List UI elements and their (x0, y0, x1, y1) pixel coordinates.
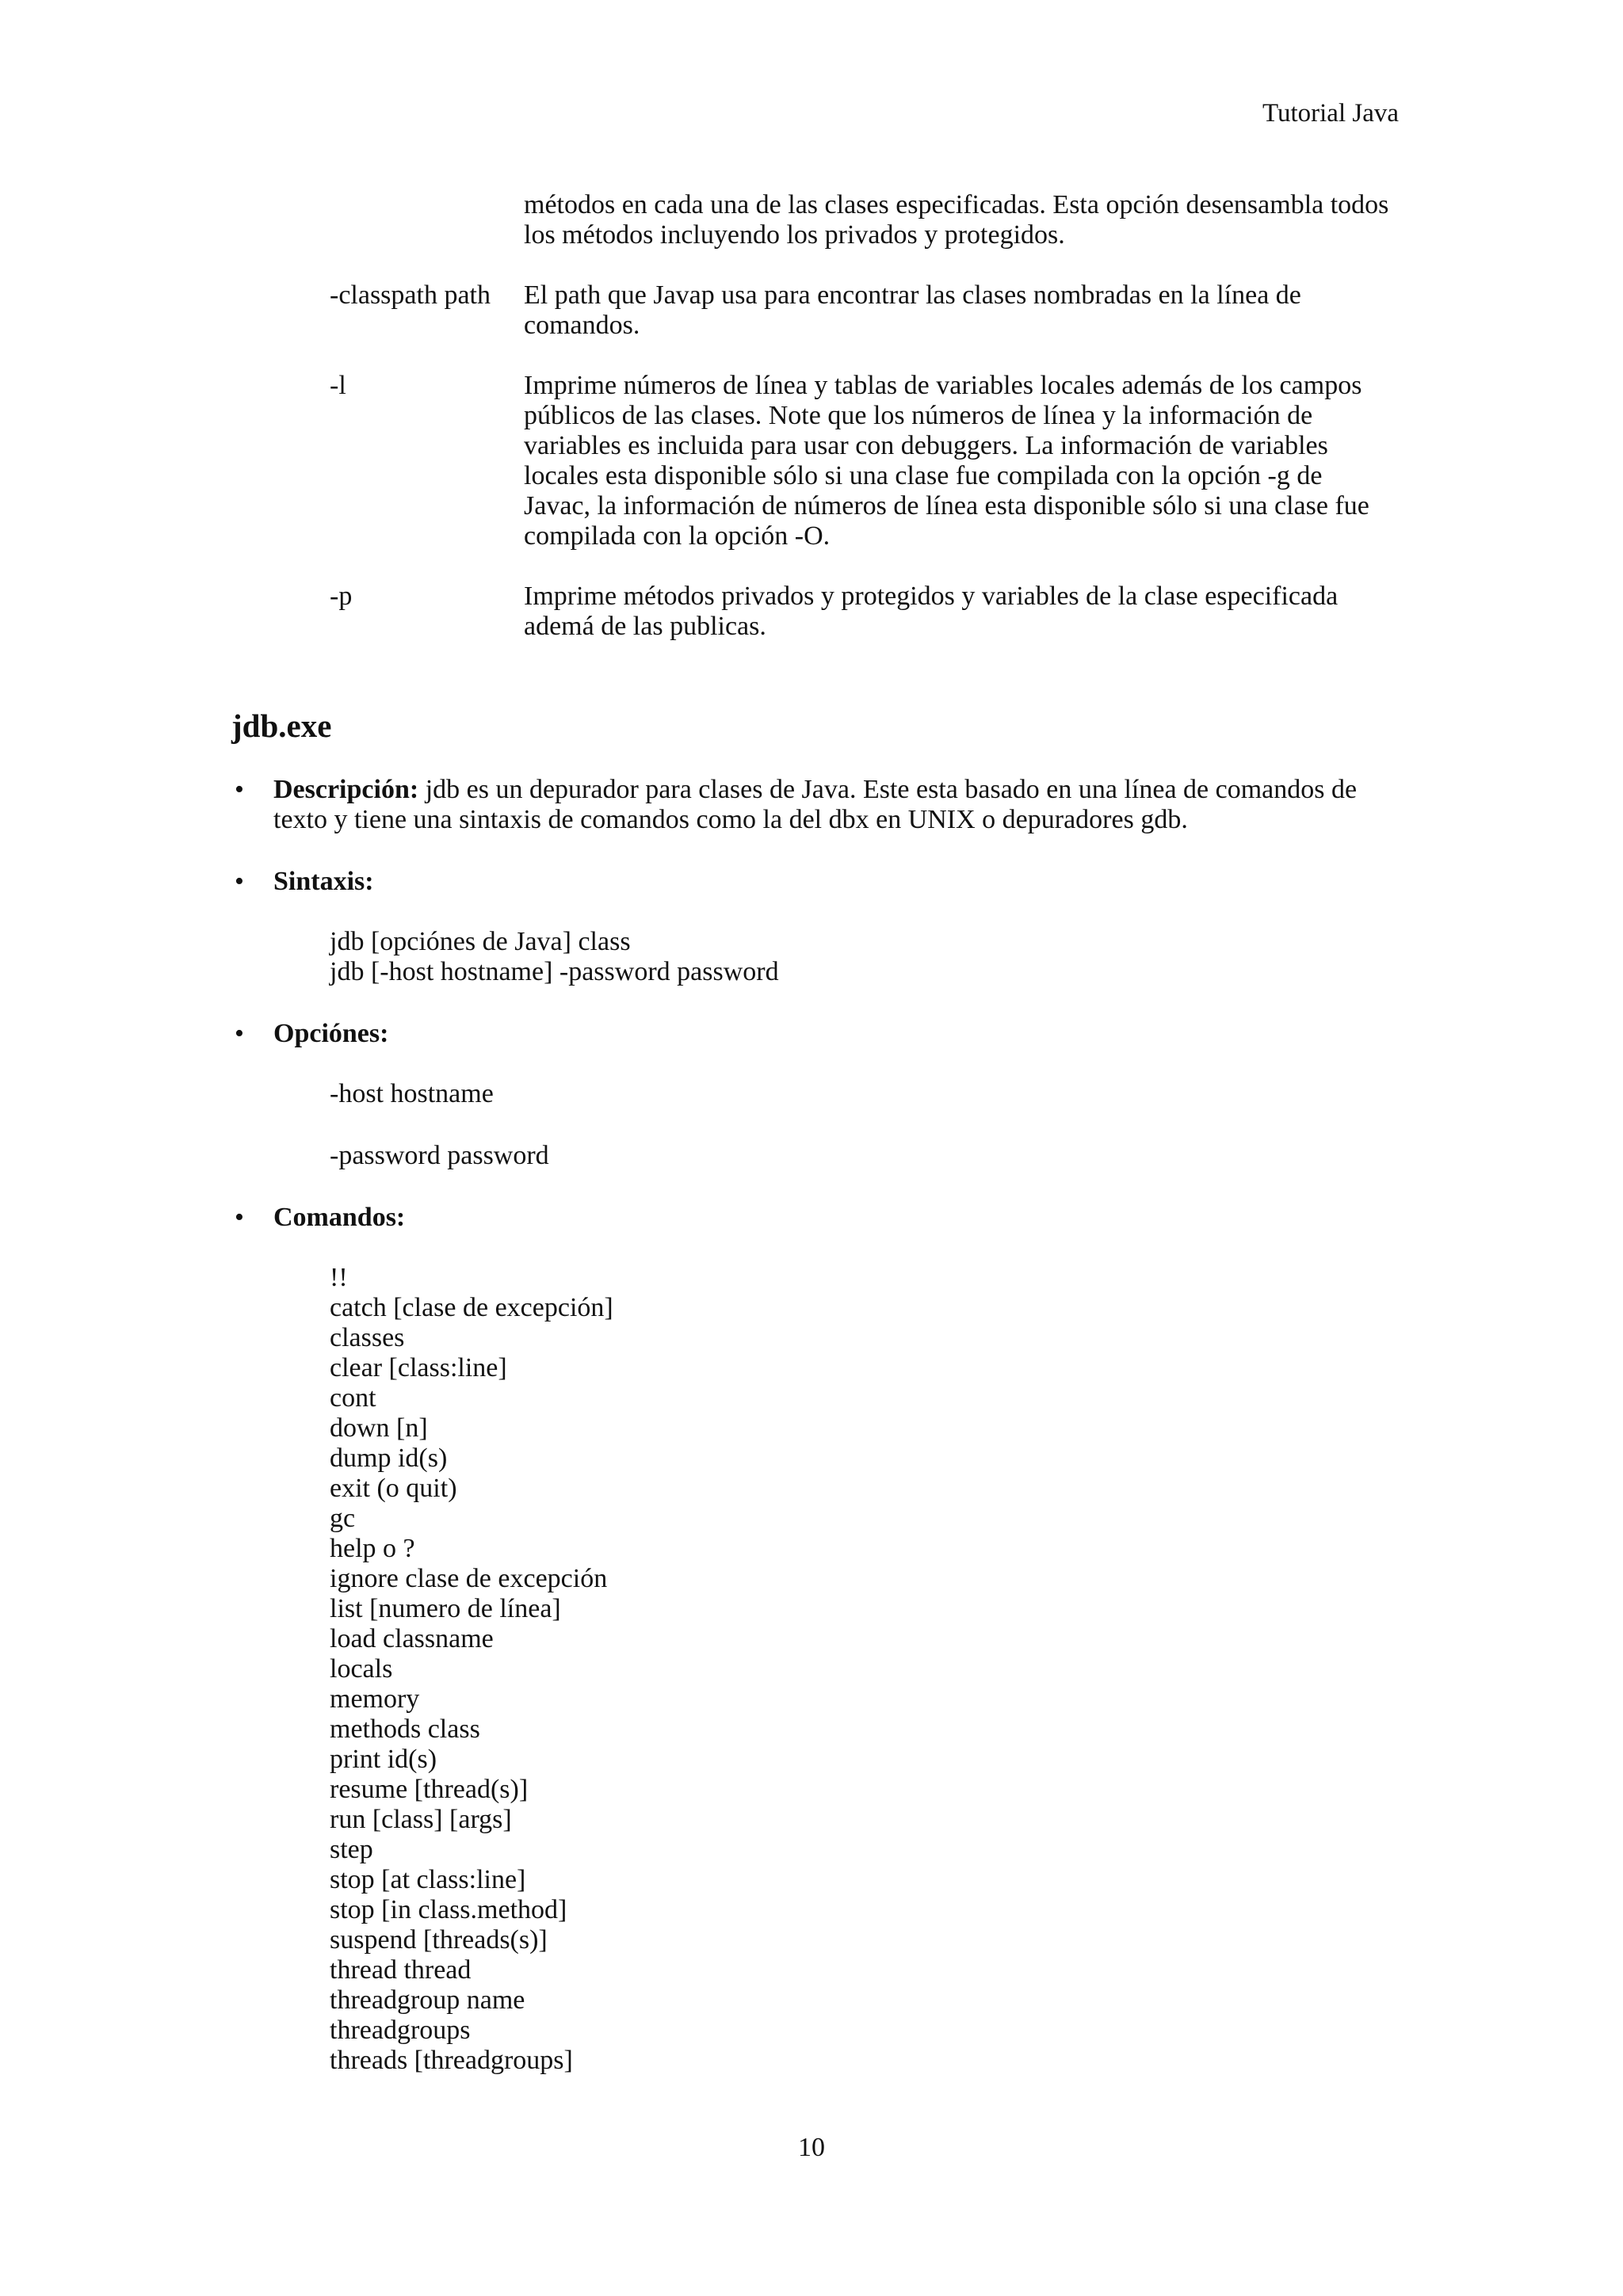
javap-options-table (330, 190, 1392, 672)
option-row-l (330, 371, 1392, 551)
command-line: stop [at class:line] (330, 1865, 526, 1894)
command-line: threads [threadgroups] (330, 2046, 573, 2075)
section-title: jdb.exe (231, 707, 332, 744)
command-line: list [numero de línea] (330, 1594, 561, 1623)
sintaxis-block (231, 927, 1396, 987)
command-line: suspend [threads(s)] (330, 1925, 548, 1955)
option-term: -p (330, 582, 353, 611)
bullet-comandos (231, 1203, 1396, 1233)
bullet-dot-icon: • (235, 1019, 244, 1048)
command-line: resume [thread(s)] (330, 1775, 529, 1804)
option-line: -password password (330, 1141, 549, 1170)
jdb-content (231, 775, 1396, 2107)
option-row-classpath (330, 280, 1392, 341)
bullet-dot-icon: • (235, 775, 244, 804)
command-line: load classname (330, 1624, 494, 1653)
bullet-opciones (231, 1019, 1396, 1049)
command-line: run [class] [args] (330, 1805, 512, 1834)
command-line: !! (330, 1263, 348, 1292)
option-line: -host hostname (330, 1079, 494, 1108)
command-line: exit (o quit) (330, 1474, 457, 1503)
option-row-continuation (330, 190, 1392, 250)
command-line: memory (330, 1684, 420, 1714)
command-line: gc (330, 1504, 356, 1533)
option-description: métodos en cada una de las clases especificadas. Esta opción desensambla todos los métodos incluyendo los privados y protegidos. (524, 190, 1389, 250)
command-line: locals (330, 1654, 393, 1684)
bullet-label: Sintaxis: (273, 867, 374, 896)
syntax-line: jdb [-host hostname] -password password (330, 957, 779, 986)
bullet-text: jdb es un depurador para clases de Java. Este esta basado en una línea de comandos de texto y tiene una sintaxis de comandos como la del dbx en UNIX o depuradores gdb. (273, 775, 1358, 834)
command-line: print id(s) (330, 1745, 437, 1774)
page-number: 10 (798, 2133, 825, 2162)
option-description: El path que Javap usa para encontrar las clases nombradas en la línea de comandos. (524, 280, 1301, 340)
option-description: Imprime números de línea y tablas de variables locales además de los campos públicos de las clases. Note que los números de línea y la información de variables es incluida para usar con debuggers. La información de variables locales esta disponible sólo si una clase fue compilada con la opción -g de Javac, la información de números de línea esta disponible sólo si una clase fue compilada con la opción -O. (524, 371, 1369, 551)
bullet-label: Descripción: (273, 775, 419, 804)
command-line: dump id(s) (330, 1444, 448, 1473)
command-line: down [n] (330, 1413, 428, 1443)
command-line: cont (330, 1383, 376, 1413)
command-line: ignore clase de excepción (330, 1564, 608, 1593)
bullet-label: Comandos: (273, 1203, 406, 1232)
command-line: stop [in class.method] (330, 1895, 567, 1924)
option-term: -l (330, 371, 346, 400)
command-line: threadgroup name (330, 1985, 525, 2015)
option-term: -classpath path (330, 280, 491, 310)
bullet-dot-icon: • (235, 867, 244, 896)
page-header: Tutorial Java (1262, 99, 1399, 128)
bullet-sintaxis (231, 867, 1396, 897)
command-line: methods class (330, 1714, 480, 1744)
command-line: clear [class:line] (330, 1353, 507, 1383)
bullet-dot-icon: • (235, 1203, 244, 1232)
command-line: threadgroups (330, 2016, 471, 2045)
bullet-descripcion (231, 775, 1396, 835)
opciones-block (231, 1079, 1396, 1171)
command-line: classes (330, 1323, 405, 1352)
bullet-label: Opciónes: (273, 1019, 389, 1048)
command-line: thread thread (330, 1955, 472, 1985)
option-row-p (330, 582, 1392, 642)
command-line: step (330, 1835, 373, 1864)
syntax-line: jdb [opciónes de Java] class (330, 927, 631, 956)
commands-list (231, 1263, 1396, 2076)
command-line: catch [clase de excepción] (330, 1293, 613, 1322)
command-line: help o ? (330, 1534, 415, 1563)
option-description: Imprime métodos privados y protegidos y variables de la clase especificada ademá de las publicas. (524, 582, 1338, 641)
